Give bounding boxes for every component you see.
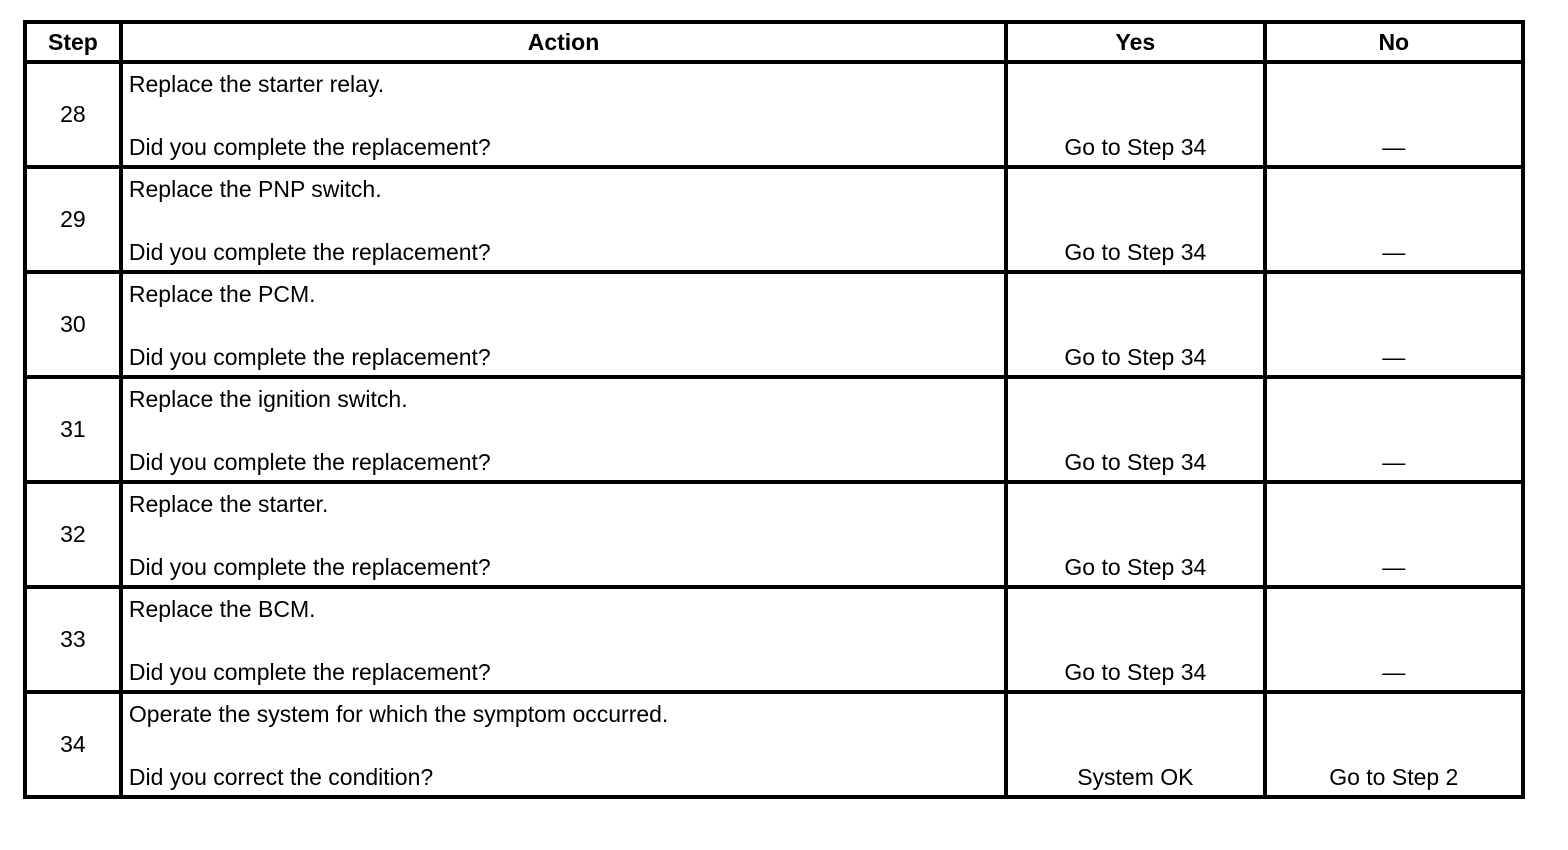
action-question: Did you complete the replacement? bbox=[128, 449, 491, 475]
action-question: Did you complete the replacement? bbox=[128, 344, 491, 370]
action-cell bbox=[121, 62, 1006, 167]
no-answer: — bbox=[1382, 449, 1406, 475]
action-cell bbox=[121, 377, 1006, 482]
no-cell bbox=[1265, 692, 1523, 797]
no-answer: Go to Step 2 bbox=[1329, 764, 1459, 790]
table-row bbox=[25, 272, 1523, 377]
action-question: Did you complete the replacement? bbox=[128, 239, 491, 265]
yes-cell bbox=[1006, 377, 1264, 482]
yes-cell bbox=[1006, 482, 1264, 587]
diagnostic-table bbox=[23, 20, 1525, 799]
table-row bbox=[25, 377, 1523, 482]
no-answer: — bbox=[1382, 344, 1406, 370]
header-step: Step bbox=[25, 22, 121, 62]
no-answer: — bbox=[1382, 659, 1406, 685]
no-cell bbox=[1265, 587, 1523, 692]
table-row bbox=[25, 62, 1523, 167]
action-cell bbox=[121, 272, 1006, 377]
no-answer: — bbox=[1382, 554, 1406, 580]
action-cell bbox=[121, 692, 1006, 797]
action-instruction: Replace the ignition switch. bbox=[128, 386, 408, 412]
no-answer: — bbox=[1382, 239, 1406, 265]
action-question: Did you complete the replacement? bbox=[128, 659, 491, 685]
yes-cell bbox=[1006, 272, 1264, 377]
table-row bbox=[25, 482, 1523, 587]
header-action: Action bbox=[121, 22, 1006, 62]
yes-answer: System OK bbox=[1077, 764, 1194, 790]
yes-answer: Go to Step 34 bbox=[1064, 659, 1207, 685]
action-question: Did you complete the replacement? bbox=[128, 134, 491, 160]
header-no: No bbox=[1265, 22, 1523, 62]
no-cell bbox=[1265, 377, 1523, 482]
step-number: 28 bbox=[25, 62, 121, 167]
header-yes: Yes bbox=[1006, 22, 1264, 62]
yes-cell bbox=[1006, 62, 1264, 167]
no-answer: — bbox=[1382, 134, 1406, 160]
table-row bbox=[25, 692, 1523, 797]
yes-answer: Go to Step 34 bbox=[1064, 344, 1207, 370]
yes-answer: Go to Step 34 bbox=[1064, 449, 1207, 475]
no-cell bbox=[1265, 62, 1523, 167]
action-cell bbox=[121, 587, 1006, 692]
table-row bbox=[25, 167, 1523, 272]
action-instruction: Replace the BCM. bbox=[128, 596, 316, 622]
no-cell bbox=[1265, 167, 1523, 272]
action-instruction: Replace the PCM. bbox=[128, 281, 316, 307]
action-cell bbox=[121, 482, 1006, 587]
yes-cell bbox=[1006, 167, 1264, 272]
action-instruction: Replace the starter. bbox=[128, 491, 329, 517]
action-question: Did you correct the condition? bbox=[128, 764, 434, 790]
step-number: 32 bbox=[25, 482, 121, 587]
step-number: 33 bbox=[25, 587, 121, 692]
action-instruction: Replace the starter relay. bbox=[128, 71, 385, 97]
yes-answer: Go to Step 34 bbox=[1064, 239, 1207, 265]
action-cell bbox=[121, 167, 1006, 272]
step-number: 31 bbox=[25, 377, 121, 482]
action-instruction: Operate the system for which the symptom occurred. bbox=[128, 701, 669, 727]
yes-answer: Go to Step 34 bbox=[1064, 554, 1207, 580]
yes-cell bbox=[1006, 692, 1264, 797]
step-number: 30 bbox=[25, 272, 121, 377]
action-instruction: Replace the PNP switch. bbox=[128, 176, 382, 202]
action-question: Did you complete the replacement? bbox=[128, 554, 491, 580]
step-number: 34 bbox=[25, 692, 121, 797]
table-row bbox=[25, 587, 1523, 692]
yes-cell bbox=[1006, 587, 1264, 692]
no-cell bbox=[1265, 482, 1523, 587]
yes-answer: Go to Step 34 bbox=[1064, 134, 1207, 160]
no-cell bbox=[1265, 272, 1523, 377]
table-body bbox=[25, 62, 1523, 797]
step-number: 29 bbox=[25, 167, 121, 272]
header-row bbox=[25, 22, 1523, 62]
